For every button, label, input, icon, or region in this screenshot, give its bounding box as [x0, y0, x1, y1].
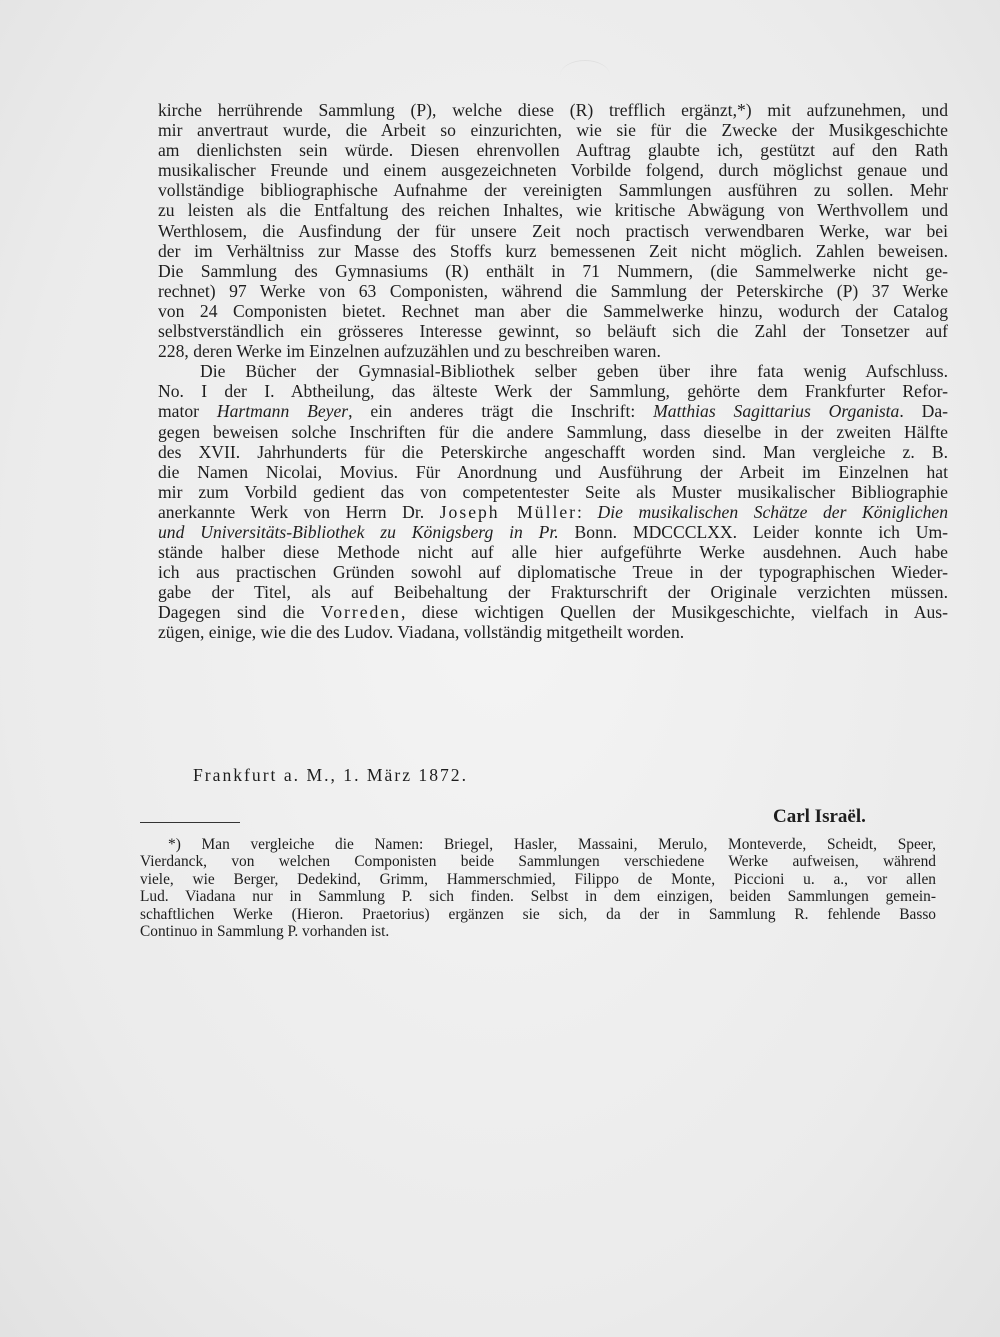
text-line: gabe der Titel, als auf Beibehaltung der Frakturschrift der Originale verzichten müssen. — [158, 582, 948, 603]
text-line: Werthlosem, die Ausfindung der für unsere Zeit noch practisch verwendbaren Werke, war bei — [158, 220, 948, 241]
text-line: der im Verhältniss zur Masse des Stoffs kurz bemessenen Zeit nicht möglich. Zahlen beweisen. — [158, 240, 948, 261]
text-segment: Bonn. MDCCCLXX. Leider konnte ich Um- — [558, 521, 949, 542]
text-line: gegen beweisen solche Inschriften für die andere Sammlung, dass dieselbe in der zweiten Hälfte — [158, 421, 948, 442]
text-segment: : — [577, 501, 598, 522]
person-name-mueller: Joseph Müller — [439, 501, 578, 522]
text-line: mir zum Vorbild gedient das von competentester Seite als Muster musikalischer Bibliographie — [158, 481, 948, 502]
text-segment: mator — [158, 401, 217, 422]
footnote-line: Vierdanck, von welchen Componisten beide Sammlungen verschiedene Werke aufweisen, während — [140, 853, 936, 871]
text-line: am dienlichsten sein würde. Diesen ehrenvollen Auftrag glaubte ich, gestützt auf den Rath — [158, 140, 948, 161]
footnote-line: schaftlichen Werke (Hieron. Praetorius) ergänzen sie sich, da der in Sammlung R. fehlende Basso — [140, 905, 936, 923]
text-line: von 24 Componisten bietet. Rechnet man aber die Sammelwerke hinzu, wodurch der Catalog — [158, 300, 948, 321]
footnote-divider — [140, 822, 240, 823]
text-line: musikalischer Freunde und einem ausgezeichneten Vorbilde folgend, durch möglichst genaue und — [158, 160, 948, 181]
text-line — [158, 401, 948, 421]
text-segment: . Da- — [899, 401, 948, 422]
footnote-line: Continuo in Sammlung P. vorhanden ist. — [140, 922, 390, 940]
book-title: Die musikalischen Schätze der Königlichen — [597, 501, 948, 522]
text-segment: , diese wichtigen Quellen der Musikgeschichte, vielfach in Aus- — [400, 602, 948, 623]
text-segment: anerkannte Werk von Herrn Dr. — [158, 501, 440, 522]
place-date: Frankfurt a. M., 1. März 1872. — [193, 765, 468, 785]
text-line: zu leisten als die Entfaltung des reichen Inhaltes, wie kritische Abwägung von Werthvollem und — [158, 200, 948, 221]
footnote-line: *) Man vergleiche die Namen: Briegel, Hasler, Massaini, Merulo, Monteverde, Scheidt, Speer, — [168, 836, 936, 853]
text-line: Die Sammlung des Gymnasiums (R) enthält in 71 Nummern, (die Sammelwerke nicht ge- — [158, 260, 948, 281]
footnote-line: Lud. Viadana nur in Sammlung P. sich finden. Selbst in dem einzigen, beiden Sammlungen gemein- — [140, 888, 936, 906]
text-segment: , ein anderes trägt die Inschrift: — [348, 401, 654, 422]
text-line — [158, 602, 948, 622]
text-line: rechnet) 97 Werke von 63 Componisten, während die Sammlung der Peterskirche (P) 37 Werke — [158, 280, 948, 301]
footnote — [140, 836, 936, 940]
signature: Carl Israël. — [773, 806, 866, 827]
footnote-line: viele, wie Berger, Dedekind, Grimm, Hammerschmied, Filippo de Monte, Piccioni u. a., vor allen — [140, 870, 936, 888]
body-text — [158, 100, 948, 643]
text-line: No. I der I. Abtheilung, das älteste Werk der Sammlung, gehörte dem Frankfurter Refor- — [158, 381, 948, 402]
text-line: vollständige bibliographische Aufnahme der vereinigten Sammlungen ausführen zu sollen. Mehr — [158, 180, 948, 201]
faint-stamp — [560, 60, 610, 91]
text-line: die Namen Nicolai, Movius. Für Anordnung und Ausführung der Arbeit im Einzelnen hat — [158, 461, 948, 482]
text-line: stände halber diese Methode nicht auf alle hier aufgeführte Werke ausdehnen. Auch habe — [158, 542, 948, 563]
text-line — [158, 502, 948, 522]
text-line: zügen, einige, wie die des Ludov. Viadana, vollständig mitgetheilt worden. — [158, 622, 685, 643]
text-line: mir anvertraut wurde, die Arbeit so einzurichten, wie sie für die Zwecke der Musikgeschichte — [158, 120, 948, 141]
person-name-beyer: Hartmann Beyer — [216, 401, 349, 422]
term-vorreden: Vorreden — [320, 602, 401, 623]
text-line — [158, 522, 948, 542]
text-line: 228, deren Werke im Einzelnen aufzuzählen und zu beschreiben waren. — [158, 341, 661, 362]
text-line: kirche herrührende Sammlung (P), welche diese (R) trefflich ergänzt,*) mit aufzunehmen, und — [158, 100, 948, 120]
text-segment: Dagegen sind die — [158, 602, 321, 623]
inscription-sagittarius: Matthias Sagittarius Organista — [653, 401, 900, 422]
text-line: Die Bücher der Gymnasial-Bibliothek selber geben über ihre fata wenig Aufschluss. — [200, 361, 948, 382]
text-line: selbstverständlich ein grösseres Interesse gewinnt, so beläuft sich die Zahl der Tonsetzer auf — [158, 321, 948, 342]
book-title-continued: und Universitäts-Bibliothek zu Königsberg in Pr. — [158, 521, 559, 542]
text-line: ich aus practischen Gründen sowohl auf diplomatische Treue in der typographischen Wieder- — [158, 562, 948, 583]
text-line: des XVII. Jahrhunderts für die Peterskirche angeschafft worden sind. Man vergleiche z. B. — [158, 441, 948, 462]
